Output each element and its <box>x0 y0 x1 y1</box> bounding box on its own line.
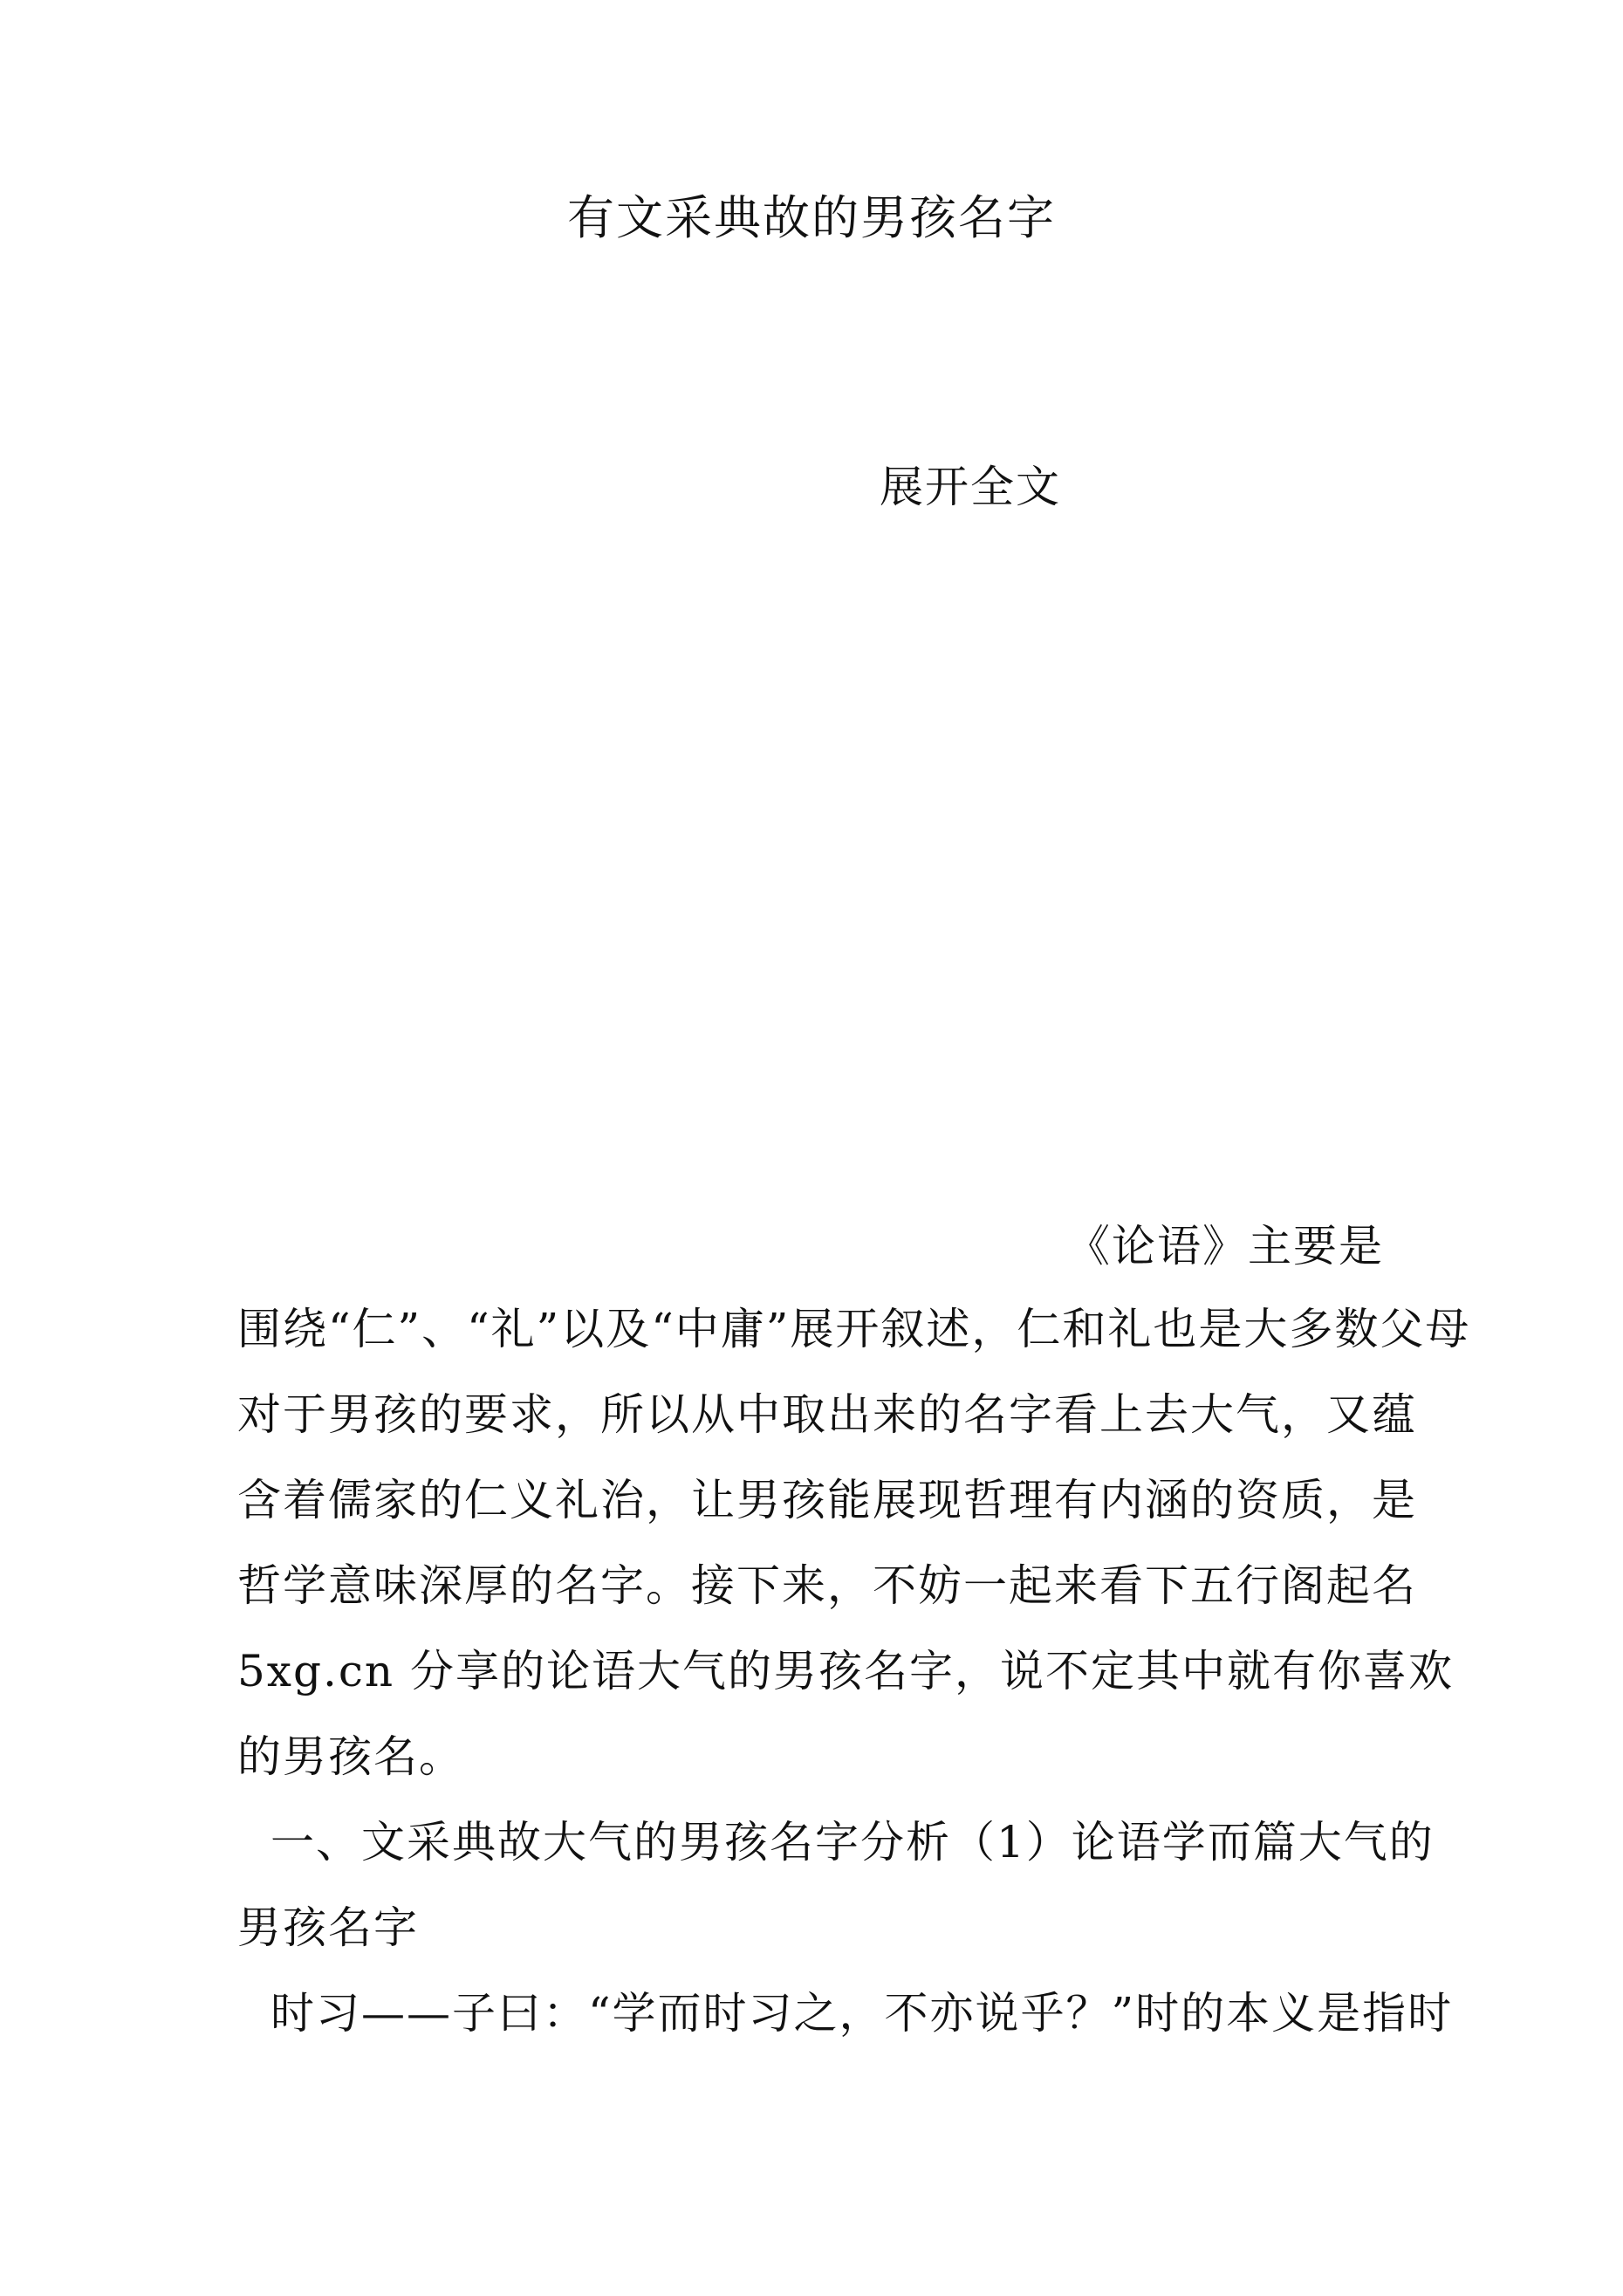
intro-line: 对于男孩的要求，所以从中取出来的名字看上去大气，又蕴 <box>237 1389 1417 1440</box>
intro-line: 围绕“仁”、“礼”以及“中庸”展开叙述，仁和礼也是大多数父母 <box>237 1304 1471 1354</box>
intro-line: 的男孩名。 <box>237 1731 464 1782</box>
section-heading-line: 男孩名字 <box>237 1902 419 1953</box>
intro-line: 《论语》主要是 <box>1066 1221 1384 1271</box>
section-heading-line: 一、文采典故大气的男孩名字分析（1）论语学而篇大气的 <box>270 1817 1435 1868</box>
body-paragraph-line: 时习——子曰：“学而时习之，不亦说乎？”时的本义是指时 <box>270 1988 1454 2039</box>
intro-line: 5xg.cn 分享的论语大气的男孩名字，说不定其中就有你喜欢 <box>237 1646 1455 1696</box>
expand-full-text-link[interactable]: 展开全文 <box>880 462 1061 512</box>
page-title: 有文采典故的男孩名字 <box>567 190 1056 245</box>
intro-line: 哲学意味深厚的名字。接下来，不妨一起来看下五行阁起名 <box>237 1560 1417 1611</box>
intro-line: 含着儒家的仁义礼治，让男孩能展现哲理有内涵的资质，是 <box>237 1475 1417 1525</box>
